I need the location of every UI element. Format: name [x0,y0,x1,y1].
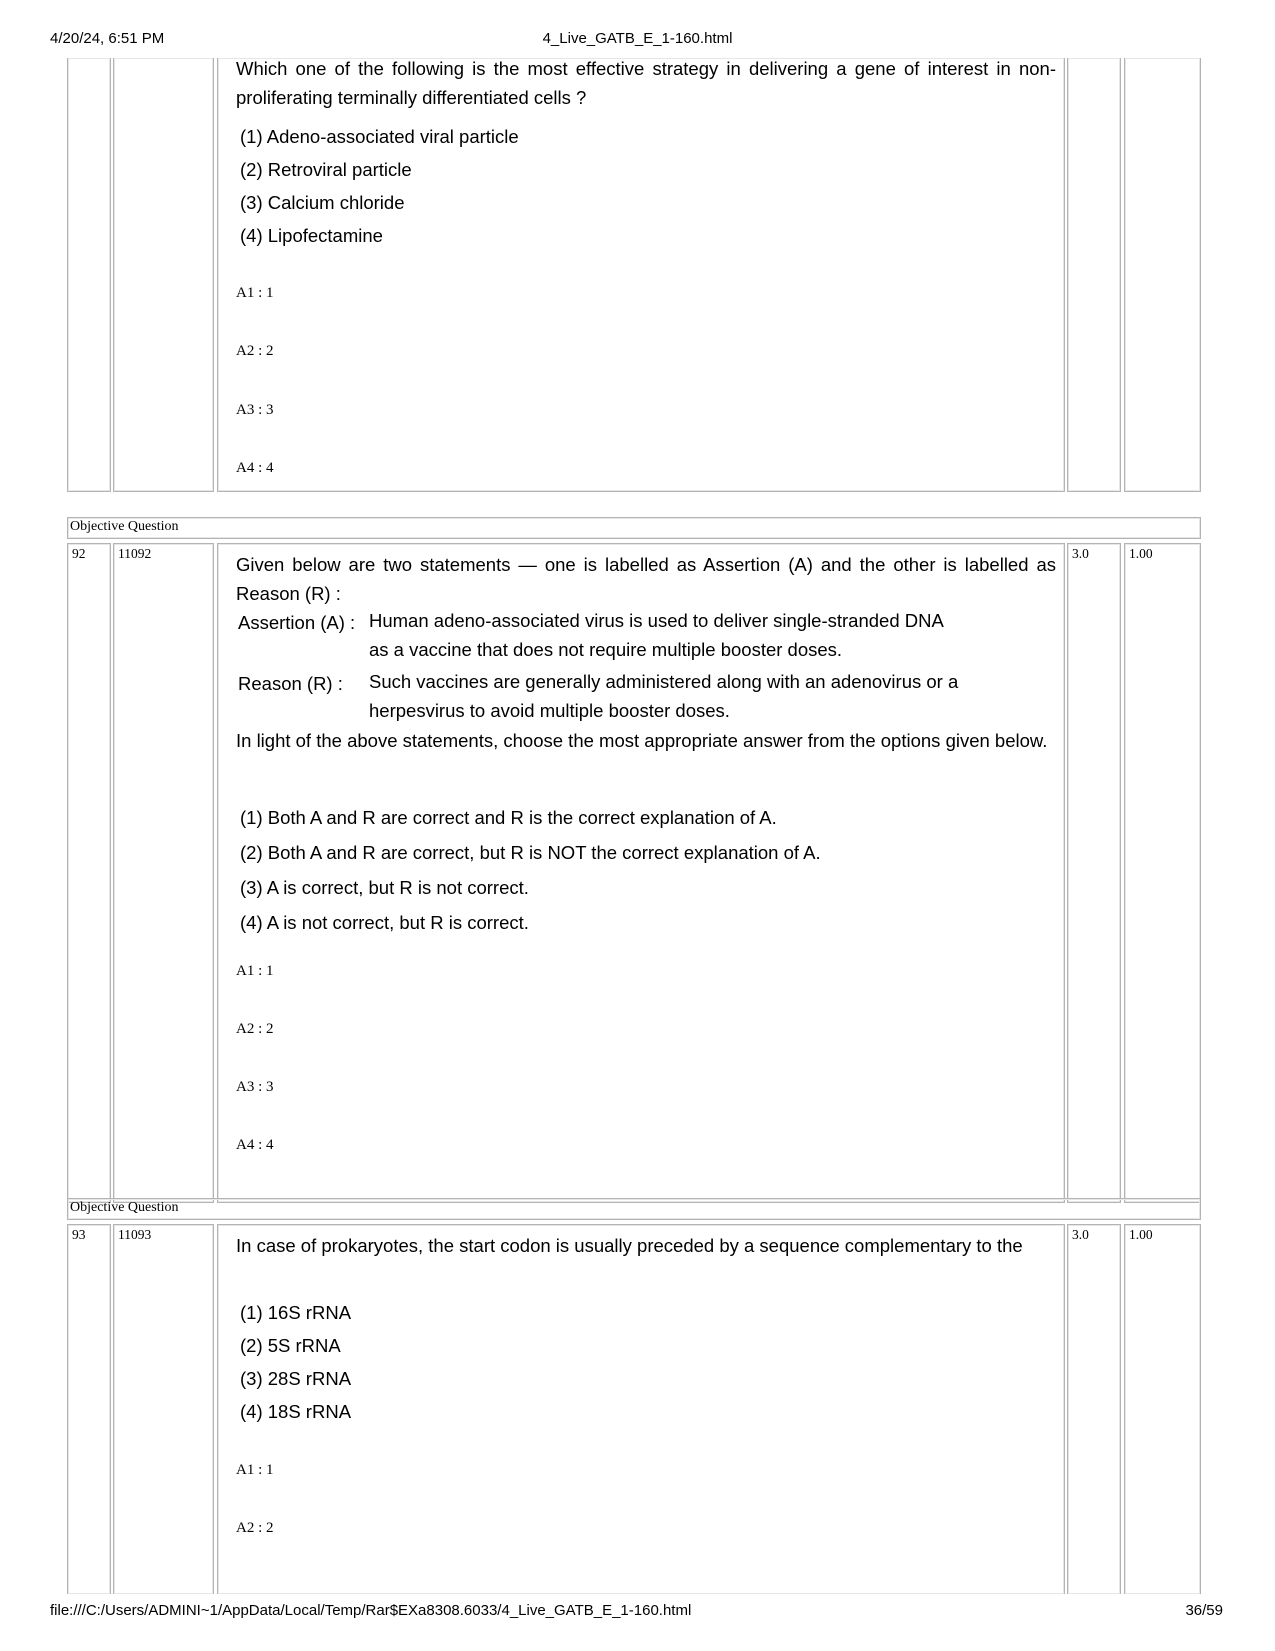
q91-answer-2: A2 : 2 [236,343,274,359]
q92-option-4: (4) A is not correct, but R is correct. [240,912,529,933]
q92-id: 11092 [118,546,152,561]
q93-question-text: In case of prokaryotes, the start codon is usually preceded by a sequence complementary to the [236,1235,1023,1256]
q92-assertion-line-1: Human adeno-associated virus is used to deliver single-stranded DNA [369,610,944,631]
q91-answer-1: A1 : 1 [236,285,274,301]
q92-option-1: (1) Both A and R are correct and R is the correct explanation of A. [240,807,777,828]
q93-type-label: Objective Question [70,1200,179,1215]
q93-number: 93 [72,1227,86,1242]
q92-id-cell [113,543,214,1203]
q92-answer-4: A4 : 4 [236,1137,274,1153]
q92-answer-3: A3 : 3 [236,1079,274,1095]
q92-assertion-line-2: as a vaccine that does not require multiple booster doses. [369,639,843,660]
q92-type-label: Objective Question [70,519,179,534]
q91-option-2: (2) Retroviral particle [240,159,412,180]
q93-option-1: (1) 16S rRNA [240,1302,352,1323]
q92-reason-label: Reason (R) : [238,673,343,694]
q92-answer-2: A2 : 2 [236,1021,274,1037]
q92-reason-line-1: Such vaccines are generally administered along with an adenovirus or a [369,671,959,692]
q92-instruction: In light of the above statements, choose the most appropriate answer from the options given below. [236,730,1048,751]
q93-negative-cell [1124,1224,1201,1594]
q91-answer-4: A4 : 4 [236,460,274,476]
q93-id: 11093 [118,1227,152,1242]
q93-negative-marks: 1.00 [1129,1227,1153,1242]
q92-intro: Given below are two statements — one is labelled as Assertion (A) and the other is labelled as Reason (R) : [236,554,1056,604]
q93-marks-cell [1067,1224,1121,1594]
q93-number-cell [67,1224,111,1594]
print-page-number: 36/59 [1185,1602,1223,1619]
q93-type-row [67,1198,1201,1220]
q91-option-3: (3) Calcium chloride [240,192,405,213]
print-file-path: file:///C:/Users/ADMINI~1/AppData/Local/Temp/Rar$EXa8308.6033/4_Live_GATB_E_1-160.html [50,1602,692,1619]
print-datetime: 4/20/24, 6:51 PM [50,30,165,47]
q93-id-cell [113,1224,214,1594]
q92-number-cell [67,543,111,1203]
q92-assertion-label: Assertion (A) : [238,612,356,633]
q91-option-4: (4) Lipofectamine [240,225,383,246]
q92-negative-marks: 1.00 [1129,546,1153,561]
print-title: 4_Live_GATB_E_1-160.html [542,30,733,47]
q91-number-cell [67,58,111,492]
q93-answer-1: A1 : 1 [236,1462,274,1478]
q92-negative-cell [1124,543,1201,1203]
q91-negative-cell [1124,58,1201,492]
q92-marks: 3.0 [1072,546,1089,561]
q93-option-3: (3) 28S rRNA [240,1368,352,1389]
q92-option-3: (3) A is correct, but R is not correct. [240,877,529,898]
q91-answer-3: A3 : 3 [236,402,274,418]
q93-option-4: (4) 18S rRNA [240,1401,352,1422]
q92-marks-cell [1067,543,1121,1203]
q92-reason-line-2: herpesvirus to avoid multiple booster doses. [369,700,730,721]
q91-body-cell [217,58,1065,492]
q92-option-2: (2) Both A and R are correct, but R is NOT the correct explanation of A. [240,842,821,863]
q92-type-row [67,517,1201,539]
q91-question-text: Which one of the following is the most effective strategy in delivering a gene of interest in non-proliferating terminally differentiated cells ? [236,58,1056,108]
q91-option-1: (1) Adeno-associated viral particle [240,126,519,147]
q91-marks-cell [1067,58,1121,492]
q92-answer-1: A1 : 1 [236,963,274,979]
q93-marks: 3.0 [1072,1227,1089,1242]
q93-option-2: (2) 5S rRNA [240,1335,341,1356]
q92-number: 92 [72,546,86,561]
q91-id-cell [113,58,214,492]
q93-answer-2: A2 : 2 [236,1520,274,1536]
